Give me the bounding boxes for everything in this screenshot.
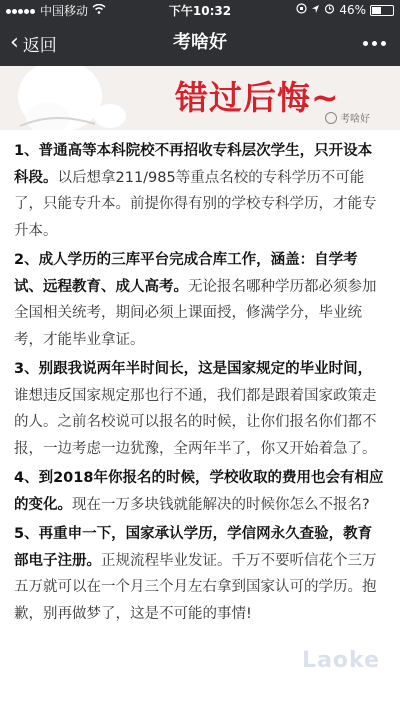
nav-bar <box>0 20 400 66</box>
article-paragraph <box>14 465 386 518</box>
chevron-left-icon: ‹ <box>10 30 19 55</box>
paragraph-text: 以后想拿211/985等重点名校的专科学历不可能了，只能专升本。前提你得有别的学校专科学历，才能专升本。 <box>14 169 377 239</box>
battery-percent: 46% <box>339 3 366 17</box>
rotation-lock-icon <box>296 3 307 17</box>
cartoon-figure-image <box>0 66 150 130</box>
banner-headline: 错过后悔~ <box>175 78 340 117</box>
article-paragraph <box>14 138 386 244</box>
page-title: 考啥好 <box>173 32 227 53</box>
battery-fill <box>372 7 381 14</box>
paragraph-text: 谁想违反国家规定那也行不通，我们都是跟着国家政策走的人。之前名校说可以报名的时候，让你们报名你们都不报，一边考虑一边犹豫，全两年半了，你又开始着急了。 <box>14 387 377 457</box>
status-right <box>296 3 394 17</box>
more-options-button[interactable] <box>363 20 386 66</box>
location-icon <box>311 3 320 17</box>
paragraph-text: 正规流程毕业发证。千万不要听信花个三万五万就可以在一个月三个月左右拿到国家认可的学历。抱歉，别再做梦了，这是不可能的事情! <box>14 552 377 622</box>
paragraph-text: 无论报名哪种学历都必须参加全国相关统考，期间必须上课面授，修满学分，毕业统考，才能毕业拿证。 <box>14 278 377 348</box>
paragraph-text: 现在一万多块钱就能解决的时候你怎么不报名? <box>72 496 370 513</box>
article-paragraph <box>14 247 386 353</box>
article-paragraph <box>14 521 386 627</box>
wechat-logo-icon <box>325 112 337 124</box>
more-dot-icon <box>363 41 368 46</box>
back-label: 返回 <box>22 35 57 56</box>
paragraph-heading: 5、再重申一下，国家承认学历，学信网永久查验，教育部电子注册。 <box>14 526 373 569</box>
banner-watermark <box>325 110 370 125</box>
more-dot-icon <box>381 41 386 46</box>
banner-watermark-text: 考啥好 <box>340 114 370 125</box>
status-time: 下午10:32 <box>168 3 232 18</box>
article-body <box>14 138 386 630</box>
carrier-label: 中国移动 <box>40 3 89 18</box>
footer-watermark: Laoke <box>302 648 380 673</box>
paragraph-heading: 2、成人学历的三库平台完成合库工作，涵盖：自学考试、远程教育、成人高考。 <box>14 252 358 295</box>
status-bar <box>0 0 400 20</box>
paragraph-heading: 3、别跟我说两年半时间长，这是国家规定的毕业时间， <box>14 361 373 377</box>
more-dot-icon <box>372 41 377 46</box>
paragraph-heading: 4、到2018年你报名的时候，学校收取的费用也会有相应的变化。 <box>14 470 384 513</box>
article-paragraph <box>14 356 386 462</box>
article-banner-image <box>0 66 400 130</box>
battery-icon <box>370 5 394 16</box>
paragraph-heading: 1、普通高等本科院校不再招收专科层次学生，只开设本科段。 <box>14 143 373 186</box>
alarm-icon <box>324 3 335 17</box>
